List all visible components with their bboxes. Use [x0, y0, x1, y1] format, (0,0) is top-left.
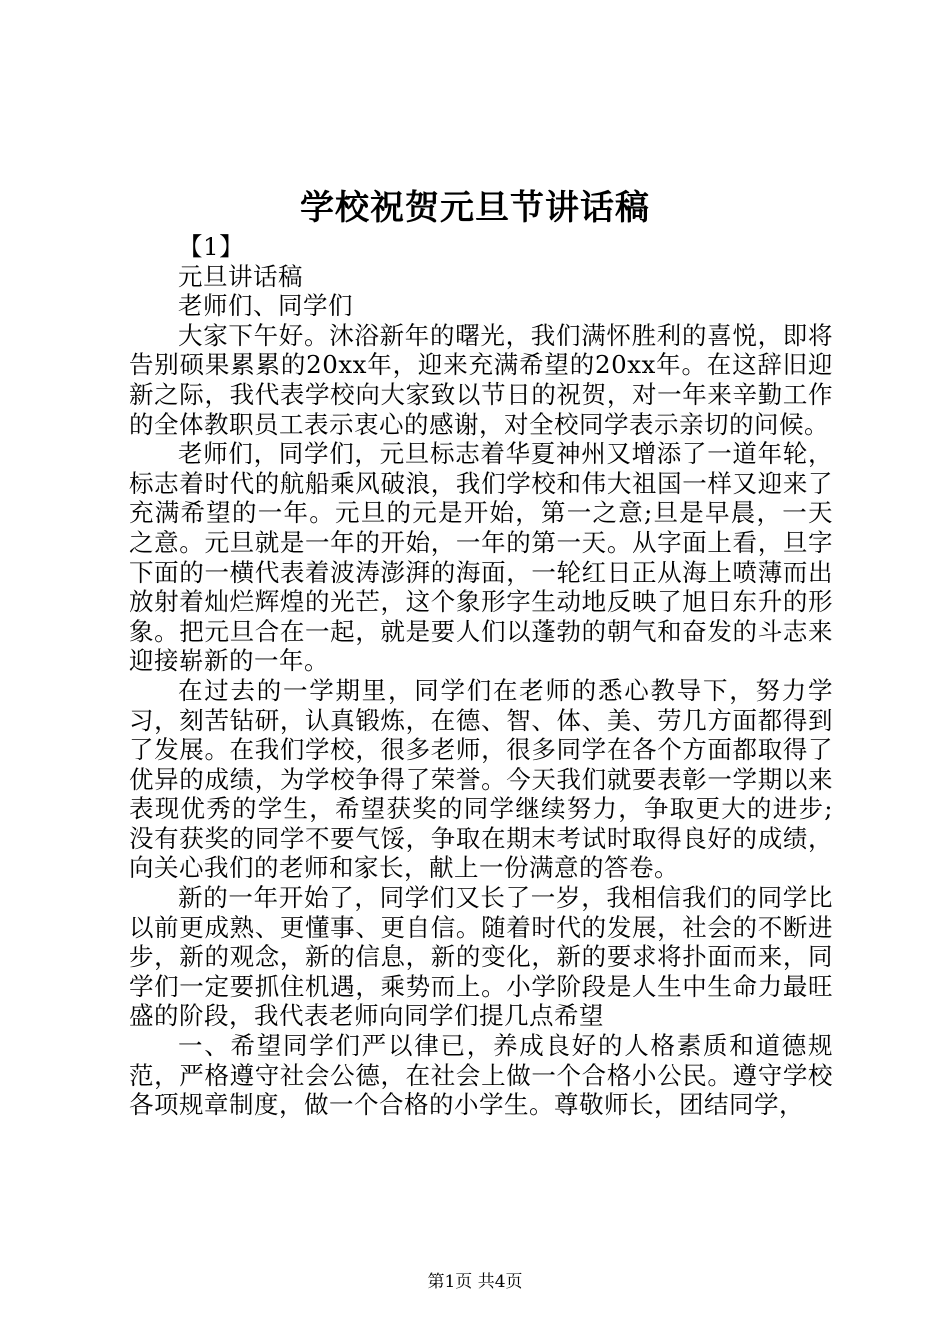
greeting-line: 老师们、同学们 — [178, 291, 353, 321]
body-paragraph: 新的一年开始了，同学们又长了一岁，我相信我们的同学比以前更成熟、更懂事、更自信。随着时代的发展，社会的不断进步，新的观念，新的信息，新的变化，新的要求将扑面而来，同学们一定要抓住机遇，乘势而上。小学阶段是人生中生命力最旺盛的阶段，我代表老师向同学们提几点希望 — [129, 883, 833, 1031]
document-title: 学校祝贺元旦节讲话稿 — [300, 188, 650, 228]
page-footer: 第1页 共4页 — [427, 1272, 523, 1292]
body-paragraph: 在过去的一学期里，同学们在老师的悉心教导下，努力学习，刻苦钻研，认真锻炼，在德、智、体、美、劳几方面都得到了发展。在我们学校，很多老师，很多同学在各个方面都取得了优异的成绩，为学校争得了荣誉。今天我们就要表彰一学期以来表现优秀的学生，希望获奖的同学继续努力，争取更大的进步;没有获奖的同学不要气馁，争取在期末考试时取得良好的成绩，向关心我们的老师和家长，献上一份满意的答卷。 — [129, 675, 833, 883]
section-marker: 【1】 — [178, 232, 245, 261]
document-body — [129, 232, 833, 1120]
body-paragraph: 大家下午好。沐浴新年的曙光，我们满怀胜利的喜悦，即将告别硕果累累的20xx年，迎来充满希望的20xx年。在这辞旧迎新之际，我代表学校向大家致以节日的祝贺，对一年来辛勤工作的全体教职员工表示衷心的感谢，对全校同学表示亲切的问候。 — [129, 320, 833, 439]
speech-title: 元旦讲话稿 — [178, 261, 303, 291]
body-paragraph: 老师们，同学们，元旦标志着华夏神州又增添了一道年轮，标志着时代的航船乘风破浪，我们学校和伟大祖国一样又迎来了充满希望的一年。元旦的元是开始，第一之意;旦是早晨，一天之意。元旦就是一年的开始，一年的第一天。从字面上看，旦字下面的一横代表着波涛澎湃的海面，一轮红日正从海上喷薄而出放射着灿烂辉煌的光芒，这个象形字生动地反映了旭日东升的形象。把元旦合在一起，就是要人们以蓬勃的朝气和奋发的斗志来迎接崭新的一年。 — [129, 439, 833, 676]
body-paragraph: 一、希望同学们严以律已，养成良好的人格素质和道德规范，严格遵守社会公德，在社会上做一个合格小公民。遵守学校各项规章制度，做一个合格的小学生。尊敬师长，团结同学， — [129, 1031, 833, 1120]
